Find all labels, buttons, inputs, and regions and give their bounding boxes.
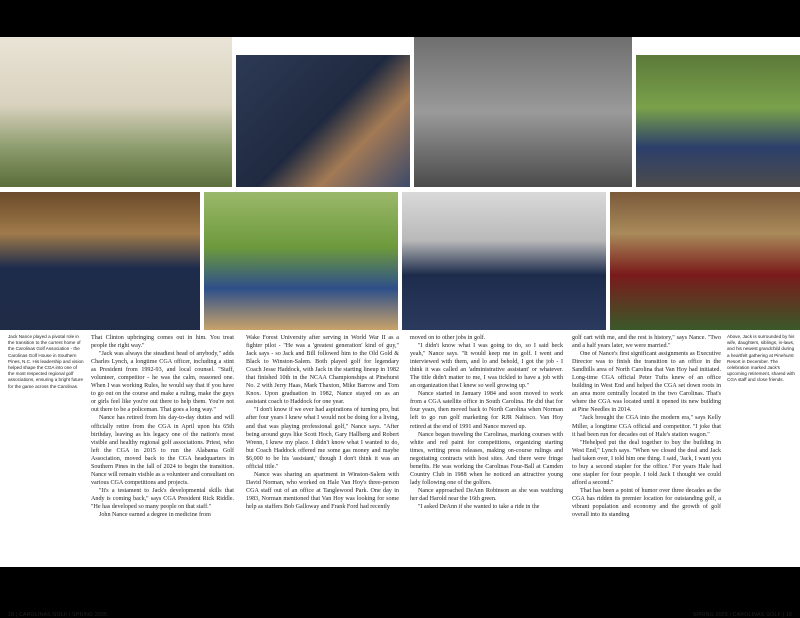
article-column-3 bbox=[410, 334, 563, 511]
paragraph: That has been a point of humor over three decades as the CGA has ridden its premier location for outstanding golf, a vibrant population and economy and the growth of golf overall into its standing bbox=[572, 487, 721, 519]
photo-family-gathering bbox=[610, 192, 800, 330]
paragraph: Nance began traveling the Carolinas, marking courses with white and red paint for competitions, organizing starting times, writing press releases, making on-course rulings and negotiating contracts with host sites. And there were fringe benefits. He was working the Carolinas Four-Ball at Camden Country Club in 1988 when he noticed an attractive young lady following one of the golfers. bbox=[410, 431, 563, 486]
paragraph: Wake Forest University after serving in World War II as a fighter pilot - "He was a 'greatest generation' kind of guy," Jack says - so Jack and Bill followed him to the Old Gold & Black to Winston-Salem. Both played golf for legendary Coach Jesse Haddock, with Jack in the starting lineup in 1982 that finished 10th in the NCAA Championships at Pinehurst No. 2 with Jerry Haas, Mark Thaxton, Mike Barrow and Tom Knox. Upon graduation in 1982, Nance stayed on as an assistant coach to Haddock for one year. bbox=[246, 335, 399, 406]
photo-plaque-presentation bbox=[402, 192, 606, 330]
folio-right: SPRING 2025 | CAROLINAS GOLF | 19 bbox=[692, 612, 792, 618]
photo-scoreboard bbox=[0, 37, 232, 187]
paragraph: "It's a testament to Jack's developmental skills that Andy is coming back," says CGA President Rick Riddle. "He has developed so many people on that staff." bbox=[91, 487, 234, 510]
folio-left: 18 | CAROLINAS GOLF | SPRING 2025 bbox=[8, 612, 108, 618]
caption-left: Jack Nance played a pivotal role in the transition to the current home of the Carolinas Golf Association - the Carolinas Golf House in Southern Pines, N.C. His leadership and vision helped shape the CGA into one of the most respected regional golf associations, ensuring a bright future for the game across the Carolinas. bbox=[8, 334, 84, 389]
paragraph: "Jack brought the CGA into the modern era," says Kelly Miller, a longtime CGA official and competitor. "I joke that it had been run for decades out of Hale's station wagon." bbox=[572, 415, 721, 438]
article-column-4 bbox=[572, 334, 721, 519]
paragraph: moved on to other jobs in golf. bbox=[410, 335, 486, 341]
paragraph: "I don't know if we ever had aspirations of turning pro, but after four years I knew what I would not be doing for a living, and that was playing professional golf," Nance says. "After being around guys like Scott Hoch, Gary Hallberg and Robert Wrenn, I knew my place. I didn't know what I wanted to do, but Coach Haddock offered me some gas money and maybe $6,000 to be his 'assistant,' though I don't think it was an official title." bbox=[246, 407, 399, 470]
article-column-2 bbox=[246, 334, 399, 511]
paragraph: Nance started in January 1984 and soon moved to work from a CGA satellite office in South Carolina. He did that for four years, then moved back to North Carolina when Norman left to go run golf marketing for RJR Nabisco. Van Hoy retired at the end of 1991 and Nance moved up. bbox=[410, 391, 563, 430]
photo-two-men-outdoors bbox=[636, 55, 800, 187]
paragraph: That Clinton upbringing comes out in him. You treat people the right way." bbox=[91, 335, 234, 350]
photo-man-with-hat bbox=[204, 192, 398, 330]
article-column-1 bbox=[91, 334, 234, 519]
paragraph: "I asked DeAnn if she wanted to take a ride in the bbox=[418, 503, 540, 510]
paragraph: Nance has retired from his day-to-day duties and will officially retire from the CGA in April upon his 65th birthday, leaving as his legacy one of the nation's most visible and healthy regional golf associations. Priest, who left the CGA in 2015 to run the Alabama Golf Association, moved back to the CGA headquarters in Southern Pines in the fall of 2024 to begin the transition. Nance will remain visible as a volunteer and consultant on various CGA competitions and projects. bbox=[91, 415, 234, 486]
paragraph: "Jack was always the steadiest head of anybody," adds Charles Lynch, a longtime CGA officer, including a stint as President from 1992-93, and local counsel. "Staff, volunteer, competitor - he was the calm, reasoned one. When I was working Rules, he would say that if you have to go out on the course and make a ruling, make the guys or girls feel like you're out there to help them. You're not out there to be a policeman. That goes a long way." bbox=[91, 351, 234, 414]
paragraph: "I didn't know what I was going to do, so I said heck yeah," Nance says. "It would keep me in golf. I went and interviewed with them, and lo and behold, I got the job - I think it was called an 'administrative assistant' or whatever. The title didn't matter to me, I was tickled to have a job with an organization that I knew so well growing up." bbox=[410, 343, 563, 390]
photo-two-men-suits bbox=[236, 55, 410, 187]
photo-group-black-white bbox=[414, 37, 632, 187]
caption-right: Above, Jack is surrounded by his wife, daughters, siblings, in-laws, and his newest grandchild during a heartfelt gathering at Pinehurst Resort in December. The celebration marked Jack's upcoming retirement, shared with CGA staff and close friends. bbox=[727, 334, 795, 383]
paragraph: "Hehelped put the deal together to buy the building in West End," Lynch says. "When we closed the deal and Jack had taken over, I told him one thing. I said, 'Jack, I want you to buy a second stapler for the office.' For years Hale had one stapler for four people. I told Jack I thought we could afford a second." bbox=[572, 439, 721, 486]
paragraph: golf cart with me, and the rest is history," says Nance. "Two and a half years later, we were married." bbox=[572, 335, 721, 350]
paragraph: Nance was sharing an apartment in Winston-Salem with David Norman, who worked on Hale Van Hoy's three-person CGA staff out of an office at Tanglewood Park. One day in 1983, Norman mentioned that Van Hoy was looking for some help as staffers Bob Galloway and Frank Ford had recently bbox=[246, 471, 399, 510]
photo-men-blazers bbox=[0, 192, 200, 330]
magazine-spread bbox=[0, 37, 800, 618]
paragraph: John Nance earned a degree in medicine from bbox=[99, 512, 211, 519]
paragraph: One of Nance's first significant assignments as Executive Director was to finish the transition to an office in the Sandhills area of North Carolina that Van Hoy had initiated. Long-time CGA official Peter Tufts knew of an office building in West End and helped the CGA set down roots in an area more centrally located in the two Carolinas. That's where the CGA was located until it opened its new building at Pine Needles in 2014. bbox=[572, 351, 721, 414]
paragraph: Nance approached DeAnn Robinson as she was watching her dad Harold near the 16th green. bbox=[410, 487, 563, 502]
